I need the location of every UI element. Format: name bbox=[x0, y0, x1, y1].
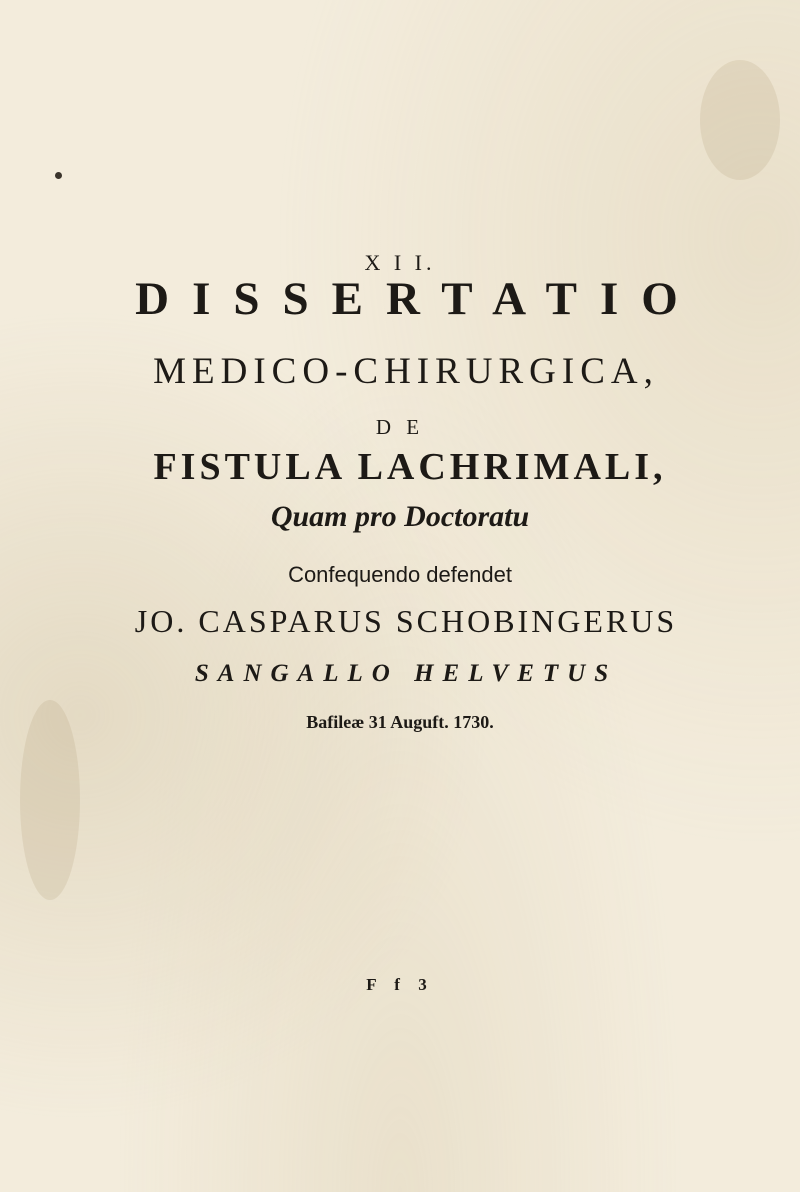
author-name: JO. CASPARUS SCHOBINGERUS bbox=[134, 603, 678, 639]
signature-mark: F f 3 bbox=[366, 975, 434, 994]
foxing-stain bbox=[700, 60, 780, 180]
title-dissertatio: DISSERTATIO bbox=[135, 273, 701, 325]
author-origin: SANGALLO HELVETUS bbox=[194, 660, 618, 687]
title-medico-chirurgica: MEDICO-CHIRURGICA, bbox=[153, 351, 659, 392]
quam-pro-doctoratu: Quam pro Doctoratu bbox=[270, 500, 530, 533]
title-fistula-lachrimali: FISTULA LACHRIMALI, bbox=[153, 446, 667, 488]
place-and-date: Bafileæ 31 Auguft. 1730. bbox=[306, 712, 494, 732]
title-de: D E bbox=[375, 415, 425, 439]
confequendo-defendet: Confequendo defendet bbox=[288, 562, 512, 587]
dissertation-number: X I I. bbox=[364, 250, 436, 275]
ink-dot bbox=[55, 172, 62, 179]
